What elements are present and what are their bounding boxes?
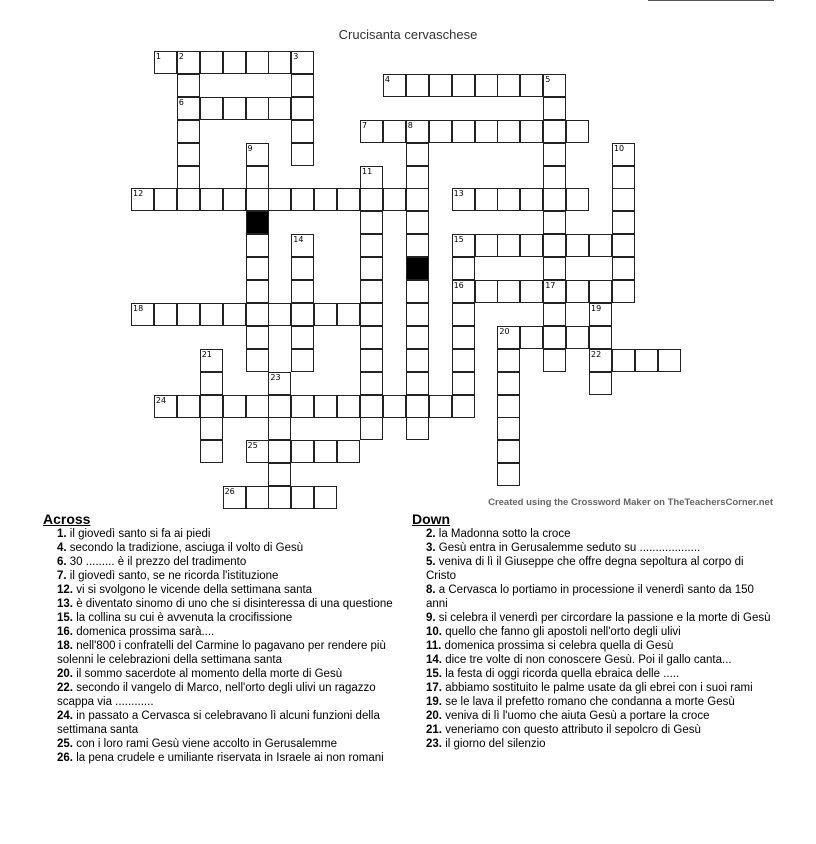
- grid-cell[interactable]: [246, 349, 269, 372]
- clue-number: 15.: [426, 668, 442, 680]
- across-heading: Across: [43, 511, 91, 527]
- grid-cell[interactable]: [406, 211, 429, 234]
- grid-cell[interactable]: [406, 326, 429, 349]
- grid-cell[interactable]: [291, 395, 314, 418]
- grid-cell[interactable]: [497, 120, 520, 143]
- grid-cell[interactable]: [429, 120, 452, 143]
- grid-cell[interactable]: [612, 280, 635, 303]
- grid-cell[interactable]: [452, 257, 475, 280]
- down-clue: [412, 737, 774, 751]
- down-clue: [412, 611, 774, 625]
- grid-cell[interactable]: [383, 395, 406, 418]
- clue-text: vi si svolgono le vicende della settimana santa: [73, 584, 313, 596]
- clue-text: la festa di oggi ricorda quella ebraica delle .....: [442, 668, 680, 680]
- down-clue: [412, 681, 774, 695]
- cell-number: 20: [499, 326, 510, 336]
- clue-text: il giorno del silenzio: [442, 738, 546, 750]
- grid-cell[interactable]: [200, 417, 223, 440]
- grid-cell[interactable]: [360, 280, 383, 303]
- grid-cell[interactable]: [268, 440, 291, 463]
- clue-number: 19.: [426, 696, 442, 708]
- cell-number: 13: [453, 189, 464, 199]
- grid-cell[interactable]: [177, 166, 200, 189]
- across-clue: [43, 751, 398, 765]
- clue-text: veniva di lì il Giuseppe che offre degna sepoltura al corpo di Cristo: [426, 556, 744, 582]
- clue-text: con i loro rami Gesù viene accolto in Gerusalemme: [73, 738, 337, 750]
- across-clue: [43, 555, 398, 569]
- clue-number: 6.: [57, 556, 67, 568]
- grid-cell[interactable]: [268, 97, 291, 120]
- grid-cell[interactable]: [589, 372, 612, 395]
- across-clue: [43, 709, 398, 737]
- down-clue: [412, 583, 774, 611]
- grid-cell[interactable]: [314, 303, 337, 326]
- down-clue: [412, 667, 774, 681]
- grid-cell[interactable]: [291, 257, 314, 280]
- grid-cell[interactable]: [406, 143, 429, 166]
- clue-number: 5.: [426, 556, 436, 568]
- grid-cell[interactable]: [291, 280, 314, 303]
- grid-cell[interactable]: [589, 280, 612, 303]
- grid-cell[interactable]: [497, 440, 520, 463]
- grid-cell[interactable]: [429, 395, 452, 418]
- grid-cell[interactable]: [360, 417, 383, 440]
- down-clue: [412, 639, 774, 653]
- clue-text: quello che fanno gli apostoli nell'orto degli ulivi: [442, 626, 681, 638]
- grid-cell[interactable]: [475, 120, 498, 143]
- grid-cell[interactable]: [566, 188, 589, 211]
- grid-cell[interactable]: [520, 280, 543, 303]
- grid-cell[interactable]: [291, 303, 314, 326]
- cell-number: 25: [247, 441, 258, 451]
- grid-cell[interactable]: [360, 349, 383, 372]
- grid-cell[interactable]: [429, 74, 452, 97]
- grid-cell[interactable]: [566, 326, 589, 349]
- clue-number: 16.: [57, 626, 73, 638]
- cell-number: 18: [133, 303, 144, 313]
- grid-cell[interactable]: [360, 188, 383, 211]
- cell-number: 22: [591, 349, 602, 359]
- grid-cell[interactable]: [314, 486, 337, 509]
- grid-cell[interactable]: [246, 211, 269, 234]
- cell-number: 16: [453, 281, 464, 290]
- grid-cell[interactable]: [200, 97, 223, 120]
- grid-cell[interactable]: [337, 188, 360, 211]
- across-clue: [43, 527, 398, 541]
- clue-text: si celebra il venerdì per circordare la passione e la morte di Gesù: [435, 612, 771, 624]
- down-clue: [412, 625, 774, 639]
- clue-text: la pena crudele e umiliante riservata in Israele ai non romani: [73, 752, 384, 764]
- grid-cell[interactable]: [200, 395, 223, 418]
- down-clue: [412, 695, 774, 709]
- across-clue: [43, 737, 398, 751]
- clue-number: 7.: [57, 570, 67, 582]
- grid-cell[interactable]: [337, 440, 360, 463]
- grid-cell[interactable]: [406, 349, 429, 372]
- grid-cell[interactable]: [566, 280, 589, 303]
- grid-cell[interactable]: [177, 143, 200, 166]
- grid-cell[interactable]: [406, 188, 429, 211]
- cell-number: 24: [155, 395, 167, 405]
- clue-text: domenica prossima si celebra quella di Gesù: [441, 640, 674, 652]
- puzzle-title: Crucisanta cervaschese: [338, 27, 478, 42]
- grid-cell[interactable]: [543, 97, 566, 120]
- grid-cell[interactable]: [520, 120, 543, 143]
- down-clue: [412, 555, 774, 583]
- grid-cell[interactable]: [223, 303, 246, 326]
- clue-number: 23.: [426, 738, 442, 750]
- grid-cell[interactable]: [314, 440, 337, 463]
- grid-cell[interactable]: [291, 349, 314, 372]
- clue-text: veniva di lì l'uomo che aiuta Gesù a portare la croce: [442, 710, 710, 722]
- across-clue: [43, 639, 398, 667]
- clue-number: 3.: [426, 542, 436, 554]
- cell-number: 21: [201, 349, 212, 359]
- grid-cell[interactable]: [200, 188, 223, 211]
- grid-cell[interactable]: [177, 120, 200, 143]
- cell-number: 23: [270, 372, 281, 382]
- grid-cell[interactable]: [291, 440, 314, 463]
- cell-number: 6: [178, 97, 184, 107]
- grid-cell[interactable]: [268, 188, 291, 211]
- grid-cell[interactable]: [246, 303, 269, 326]
- grid-cell[interactable]: [360, 257, 383, 280]
- clue-text: veneriamo con questo attributo il sepolcro di Gesù: [442, 724, 701, 736]
- grid-cell[interactable]: [520, 74, 543, 97]
- grid-cell[interactable]: [200, 303, 223, 326]
- grid-cell[interactable]: [543, 303, 566, 326]
- across-clue: [43, 625, 398, 639]
- clue-number: 20.: [57, 668, 73, 680]
- grid-cell[interactable]: [246, 234, 269, 257]
- clue-text: nell'800 i confratelli del Carmine lo pagavano per rendere più solenni le celebrazioni della settimana santa: [57, 640, 386, 666]
- grid-cell[interactable]: [406, 234, 429, 257]
- clue-text: la Madonna sotto la croce: [435, 528, 571, 540]
- clue-number: 25.: [57, 738, 73, 750]
- clue-number: 4.: [57, 542, 67, 554]
- clue-text: 30 ......... è il prezzo del tradimento: [66, 556, 247, 568]
- grid-cell[interactable]: [475, 280, 498, 303]
- across-clues: [43, 511, 398, 765]
- grid-cell[interactable]: [291, 188, 314, 211]
- grid-cell[interactable]: [246, 280, 269, 303]
- grid-cell[interactable]: [177, 188, 200, 211]
- grid-cell[interactable]: [246, 97, 269, 120]
- grid-cell[interactable]: [314, 395, 337, 418]
- cell-number: 1: [155, 52, 161, 61]
- grid-cell[interactable]: [612, 166, 635, 189]
- grid-cell[interactable]: [497, 349, 520, 372]
- grid-cell[interactable]: [360, 395, 383, 418]
- grid-cell[interactable]: [337, 395, 360, 418]
- grid-cell[interactable]: [452, 74, 475, 97]
- clue-number: 8.: [426, 584, 436, 596]
- clue-number: 21.: [426, 724, 442, 736]
- cell-number: 4: [384, 74, 390, 84]
- cell-number: 26: [224, 487, 235, 497]
- grid-cell[interactable]: [291, 74, 314, 97]
- across-clue: [43, 611, 398, 625]
- grid-cell[interactable]: [497, 188, 520, 211]
- grid-cell[interactable]: [543, 166, 566, 189]
- down-clue: [412, 541, 774, 555]
- cell-number: 7: [362, 120, 368, 130]
- clue-number: 14.: [426, 654, 442, 666]
- grid-cell[interactable]: [200, 372, 223, 395]
- grid-cell[interactable]: [246, 486, 269, 509]
- grid-cell[interactable]: [268, 395, 291, 418]
- cell-number: 9: [247, 143, 253, 153]
- grid-cell[interactable]: [543, 234, 566, 257]
- clue-text: Gesù entra in Gerusalemme seduto su ...................: [435, 542, 701, 554]
- grid-cell[interactable]: [406, 280, 429, 303]
- grid-cell[interactable]: [520, 188, 543, 211]
- clue-text: in passato a Cervasca si celebravano lì alcuni funzioni della settimana santa: [57, 710, 380, 736]
- grid-cell[interactable]: [223, 188, 246, 211]
- grid-cell[interactable]: [452, 303, 475, 326]
- grid-cell[interactable]: [452, 326, 475, 349]
- clue-number: 24.: [57, 710, 73, 722]
- grid-cell[interactable]: [314, 188, 337, 211]
- clue-text: il sommo sacerdote al momento della morte di Gesù: [73, 668, 343, 680]
- grid-cell[interactable]: [406, 74, 429, 97]
- cell-number: 17: [545, 281, 556, 290]
- grid-cell[interactable]: [658, 349, 681, 372]
- grid-cell[interactable]: [452, 120, 475, 143]
- grid-cell[interactable]: [475, 234, 498, 257]
- grid-cell[interactable]: [406, 166, 429, 189]
- grid-cell[interactable]: [635, 349, 658, 372]
- grid-cell[interactable]: [543, 211, 566, 234]
- grid-cell[interactable]: [291, 486, 314, 509]
- down-clue: [412, 653, 774, 667]
- grid-cell[interactable]: [200, 440, 223, 463]
- cell-number: 19: [591, 303, 602, 313]
- grid-cell[interactable]: [268, 51, 291, 74]
- clue-number: 9.: [426, 612, 436, 624]
- grid-cell[interactable]: [406, 257, 429, 280]
- across-clue: [43, 681, 398, 709]
- cell-number: 11: [362, 166, 373, 176]
- grid-cell[interactable]: [268, 486, 291, 509]
- clue-number: 11.: [426, 640, 442, 652]
- grid-cell[interactable]: [497, 463, 520, 486]
- clue-number: 10.: [426, 626, 442, 638]
- grid-cell[interactable]: [291, 97, 314, 120]
- grid-cell[interactable]: [177, 395, 200, 418]
- grid-cell[interactable]: [497, 417, 520, 440]
- grid-cell[interactable]: [200, 51, 223, 74]
- down-clue: [412, 527, 774, 541]
- grid-cell[interactable]: [223, 97, 246, 120]
- grid-cell[interactable]: [268, 463, 291, 486]
- grid-cell[interactable]: [154, 303, 177, 326]
- clue-text: secondo la tradizione, asciuga il volto di Gesù: [66, 542, 304, 554]
- grid-cell[interactable]: [291, 143, 314, 166]
- clue-text: abbiamo sostituito le palme usate da gli ebrei con i suoi rami: [442, 682, 753, 694]
- grid-cell[interactable]: [246, 326, 269, 349]
- clue-number: 22.: [57, 682, 73, 694]
- grid-cell[interactable]: [383, 188, 406, 211]
- across-clue: [43, 569, 398, 583]
- across-clue: [43, 667, 398, 681]
- grid-cell[interactable]: [223, 51, 246, 74]
- grid-cell[interactable]: [566, 234, 589, 257]
- grid-cell[interactable]: [177, 303, 200, 326]
- grid-cell[interactable]: [543, 143, 566, 166]
- grid-cell[interactable]: [543, 326, 566, 349]
- cell-number: 10: [613, 143, 625, 153]
- grid-cell[interactable]: [497, 234, 520, 257]
- grid-cell[interactable]: [406, 395, 429, 418]
- grid-cell[interactable]: [589, 234, 612, 257]
- clue-number: 1.: [57, 528, 67, 540]
- clue-text: se le lava il prefetto romano che condanna a morte Gesù: [442, 696, 735, 708]
- clue-text: è diventato sinomo di uno che si disinteressa di una questione: [73, 598, 393, 610]
- grid-cell[interactable]: [246, 395, 269, 418]
- grid-cell[interactable]: [223, 395, 246, 418]
- cell-number: 8: [407, 120, 413, 130]
- grid-cell[interactable]: [475, 74, 498, 97]
- grid-cell[interactable]: [543, 349, 566, 372]
- grid-cell[interactable]: [452, 372, 475, 395]
- clue-text: il giovedì santo, se ne ricorda l'istituzione: [66, 570, 279, 582]
- cell-number: 12: [133, 189, 144, 199]
- clue-text: a Cervasca lo portiamo in processione il venerdì santo da 150 anni: [426, 584, 754, 610]
- grid-cell[interactable]: [566, 120, 589, 143]
- clue-number: 26.: [57, 752, 73, 764]
- grid-cell[interactable]: [452, 349, 475, 372]
- grid-cell[interactable]: [497, 280, 520, 303]
- grid-cell[interactable]: [497, 372, 520, 395]
- grid-cell[interactable]: [360, 326, 383, 349]
- down-clues: [412, 511, 774, 751]
- grid-cell[interactable]: [612, 349, 635, 372]
- clue-number: 17.: [426, 682, 442, 694]
- across-clue: [43, 583, 398, 597]
- down-heading: Down: [412, 511, 451, 527]
- grid-cell[interactable]: [497, 395, 520, 418]
- clue-text: secondo il vangelo di Marco, nell'orto degli ulivi un ragazzo scappa via ............: [57, 682, 376, 708]
- grid-cell[interactable]: [520, 234, 543, 257]
- grid-cell[interactable]: [177, 74, 200, 97]
- cell-number: 15: [453, 235, 464, 245]
- clue-number: 12.: [57, 584, 73, 596]
- grid-cell[interactable]: [543, 120, 566, 143]
- grid-cell[interactable]: [268, 303, 291, 326]
- grid-cell[interactable]: [452, 395, 475, 418]
- clue-text: il giovedì santo si fa ai piedi: [66, 528, 211, 540]
- grid-cell[interactable]: [291, 326, 314, 349]
- grid-cell[interactable]: [154, 188, 177, 211]
- clue-number: 15.: [57, 612, 73, 624]
- grid-cell[interactable]: [612, 211, 635, 234]
- cell-number: 5: [545, 74, 551, 84]
- grid-cell[interactable]: [246, 51, 269, 74]
- grid-cell[interactable]: [497, 74, 520, 97]
- grid-cell[interactable]: [246, 188, 269, 211]
- grid-cell[interactable]: [360, 211, 383, 234]
- cell-number: 14: [293, 235, 304, 245]
- clue-text: domenica prossima sarà....: [73, 626, 215, 638]
- grid-cell[interactable]: [406, 303, 429, 326]
- grid-cell[interactable]: [612, 234, 635, 257]
- grid-cell[interactable]: [589, 326, 612, 349]
- grid-cell[interactable]: [475, 188, 498, 211]
- grid-cell[interactable]: [612, 188, 635, 211]
- grid-cell[interactable]: [612, 257, 635, 280]
- grid-cell[interactable]: [383, 120, 406, 143]
- grid-cell[interactable]: [406, 417, 429, 440]
- clue-number: 2.: [426, 528, 436, 540]
- grid-cell[interactable]: [246, 166, 269, 189]
- credit-line: Created using the Crossword Maker on TheTeachersCorner.net: [488, 497, 773, 508]
- grid-cell[interactable]: [543, 188, 566, 211]
- down-clue: [412, 723, 774, 737]
- grid-cell[interactable]: [360, 234, 383, 257]
- cell-number: 3: [293, 52, 299, 61]
- grid-cell[interactable]: [291, 120, 314, 143]
- grid-cell[interactable]: [360, 372, 383, 395]
- clue-number: 13.: [57, 598, 73, 610]
- grid-cell[interactable]: [268, 417, 291, 440]
- grid-cell[interactable]: [337, 303, 360, 326]
- across-clue: [43, 541, 398, 555]
- grid-cell[interactable]: [406, 372, 429, 395]
- grid-cell[interactable]: [360, 303, 383, 326]
- grid-cell[interactable]: [520, 326, 543, 349]
- grid-cell[interactable]: [246, 257, 269, 280]
- across-clue: [43, 597, 398, 611]
- clue-text: dice tre volte di non conoscere Gesù. Poi il gallo canta...: [442, 654, 732, 666]
- cell-number: 2: [178, 52, 184, 61]
- clue-text: la collina su cui è avvenuta la crocifissione: [73, 612, 293, 624]
- down-clue: [412, 709, 774, 723]
- grid-cell[interactable]: [543, 257, 566, 280]
- clue-number: 18.: [57, 640, 73, 652]
- clue-number: 20.: [426, 710, 442, 722]
